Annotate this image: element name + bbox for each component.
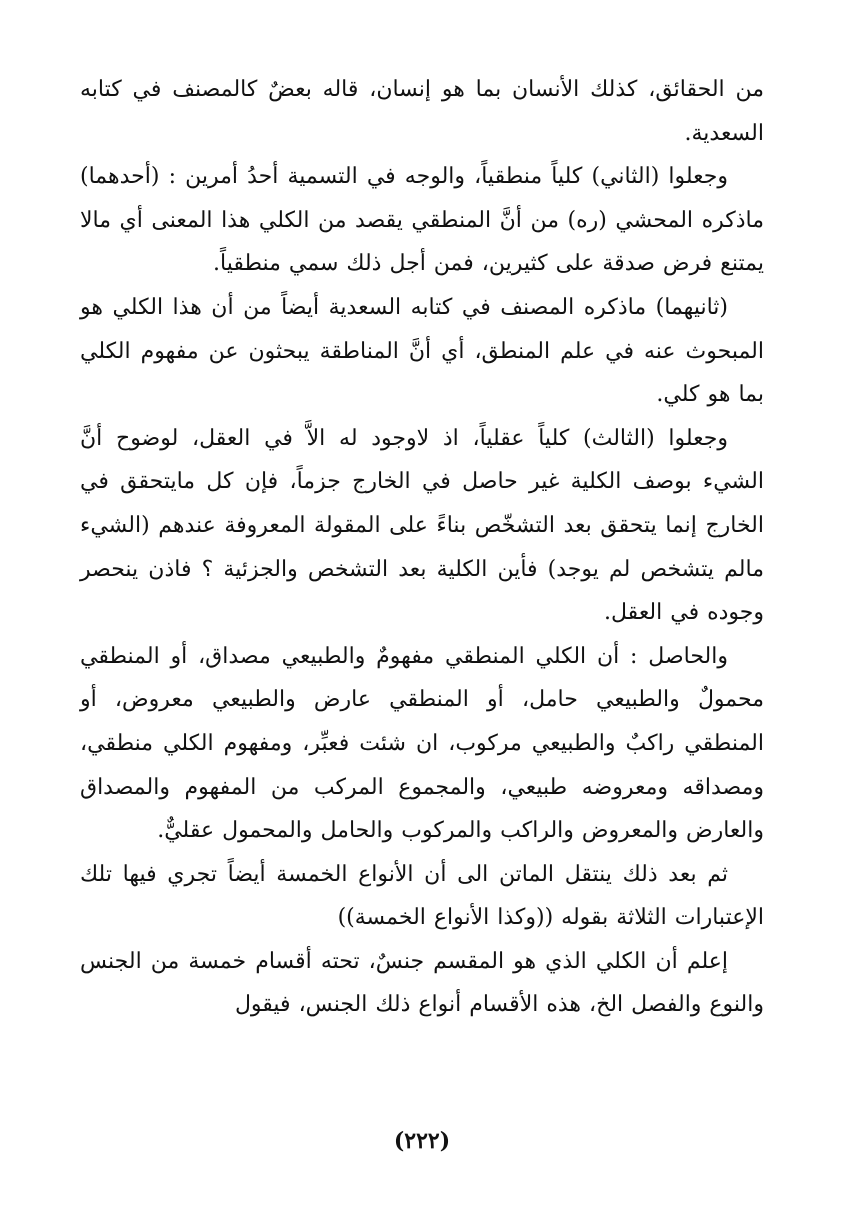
- body-text: [80, 68, 764, 1027]
- page-number: (٢٢٢): [393, 1128, 451, 1154]
- paragraph-1: من الحقائق، كذلك الأنسان بما هو إنسان، قاله بعضٌ كالمصنف في كتابه السعدية.: [80, 77, 764, 146]
- paragraph-6: ثم بعد ذلك ينتقل الماتن الى أن الأنواع الخمسة أيضاً تجري فيها تلك الإعتبارات الثلاثة بقوله ((وكذا الأنواع الخمسة)): [80, 861, 764, 931]
- paragraph-7: إعلم أن الكلي الذي هو المقسم جنسٌ، تحته أقسام خمسة من الجنس والنوع والفصل الخ، هذه الأقسام أنواع ذلك الجنس، فيقول: [80, 948, 764, 1018]
- paragraph-3: (ثانيهما) ماذكره المصنف في كتابه السعدية أيضاً من أن هذا الكلي هو المبحوث عنه في علم المنطق، أي أنَّ المناطقة يبحثون عن مفهوم الكلي بما هو كلي.: [80, 294, 764, 408]
- paragraph-4: وجعلوا (الثالث) كلياً عقلياً، اذ لاوجود له الاَّ في العقل، لوضوح أنَّ الشيء بوصف الكلية غير حاصل في الخارج جزماً، فإن كل مايتحقق في الخارج إنما يتحقق بعد التشخّص بناءً على المقولة المعروفة عندهم (الشيء مالم يتشخص لم يوجد) فأين الكلية بعد التشخص والجزئية ؟ فاذن ينحصر وجوده في العقل.: [80, 425, 765, 626]
- paragraph-2: وجعلوا (الثاني) كلياً منطقياً، والوجه في التسمية أحدُ أمرين : (أحدهما) ماذكره المحشي (ره) من أنَّ المنطقي يقصد من الكلي هذا المعنى أي مالا يمتنع فرض صدقة على كثيرين، فمن أجل ذلك سمي منطقياً.: [80, 164, 764, 277]
- paragraph-5: والحاصل : أن الكلي المنطقي مفهومٌ والطبيعي مصداق، أو المنطقي محمولٌ والطبيعي حامل، أو المنطقي عارض والطبيعي معروض، أو المنطقي راكبٌ والطبيعي مركوب، ان شئت فعبِّر، ومفهوم الكلي منطقي، ومصداقه ومعروضه طبيعي، والمجموع المركب من المفهوم والمصداق والعارض والمعروض والراكب والمركوب والحامل والمحمول عقليٌّ.: [80, 643, 764, 844]
